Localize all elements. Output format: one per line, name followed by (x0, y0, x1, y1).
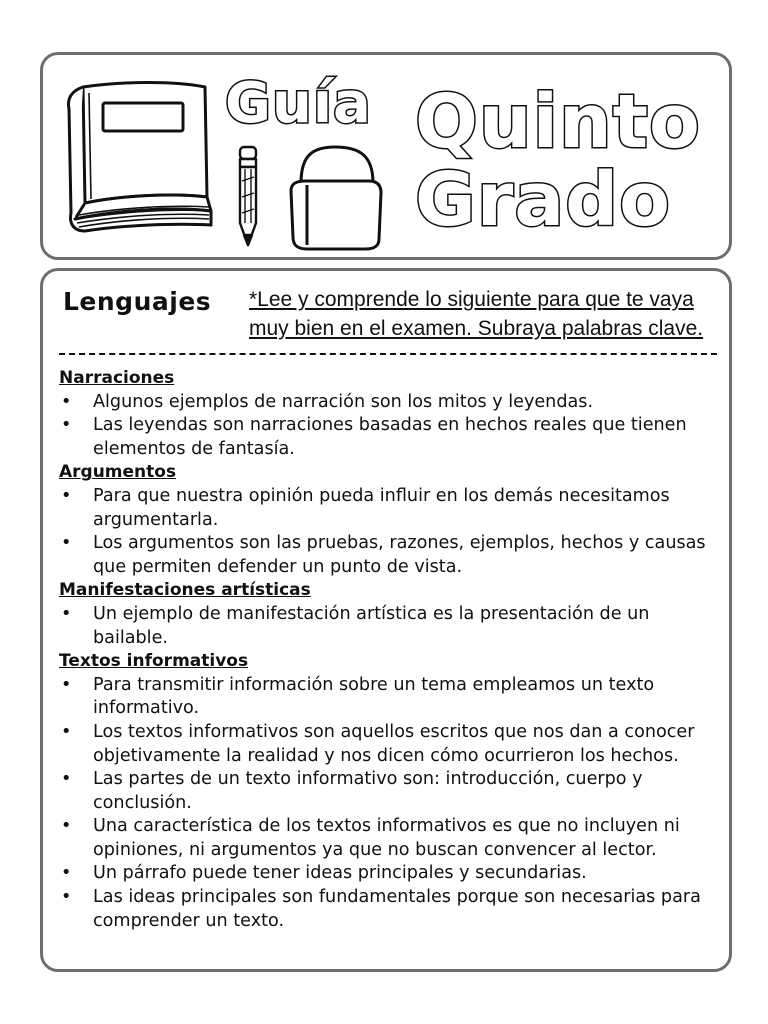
section-title: Narraciones (59, 368, 175, 388)
section-textos-informativos (59, 650, 725, 933)
list-item: • Los textos informativos son aquellos escritos que nos dan a conocer objetivamente la realidad y nos dicen cómo ocurrieron los hechos. (59, 721, 725, 768)
title-quinto: Quinto (415, 79, 701, 165)
eraser-icon (287, 143, 385, 253)
subject-title: Lenguajes (63, 287, 212, 316)
section-title: Argumentos (59, 462, 177, 483)
list-item: • Para transmitir información sobre un tema empleamos un texto informativo. (59, 674, 725, 721)
list-item: • Un ejemplo de manifestación artística es la presentación de un bailable. (59, 603, 725, 650)
list-item: • Las partes de un texto informativo son: introducción, cuerpo y conclusión. (59, 768, 725, 815)
title-guia: Guía (225, 71, 372, 136)
book-icon (65, 79, 215, 237)
header-panel (40, 52, 732, 260)
section-manifestaciones (59, 579, 725, 650)
sections (59, 367, 725, 933)
section-title: Manifestaciones artísticas (59, 580, 311, 601)
list-item: • Las leyendas son narraciones basadas en hechos reales que tienen elementos de fantasía. (59, 414, 725, 461)
instruction-text: *Lee y comprende lo siguiente para que te vaya muy bien en el examen. Subraya palabras clave. (249, 288, 704, 340)
title-grado: Grado (415, 157, 671, 243)
section-title: Textos informativos (59, 651, 249, 672)
list-item: • Para que nuestra opinión pueda influir en los demás necesitamos argumentarla. (59, 485, 725, 532)
section-argumentos (59, 461, 725, 579)
pencil-icon (233, 141, 263, 251)
section-narraciones (59, 367, 725, 461)
list-item: • Algunos ejemplos de narración son los mitos y leyendas. (59, 391, 725, 415)
list-item: • Un párrafo puede tener ideas principales y secundarias. (59, 862, 725, 886)
list-item: • Los argumentos son las pruebas, razones, ejemplos, hechos y causas que permiten defender un punto de vista. (59, 532, 725, 579)
list-item: • Las ideas principales son fundamentales porque son necesarias para comprender un texto. (59, 886, 725, 933)
content-panel (40, 268, 732, 972)
dashed-divider (59, 353, 717, 355)
list-item: • Una característica de los textos informativos es que no incluyen ni opiniones, ni argumentos ya que no buscan convencer al lector. (59, 815, 725, 862)
